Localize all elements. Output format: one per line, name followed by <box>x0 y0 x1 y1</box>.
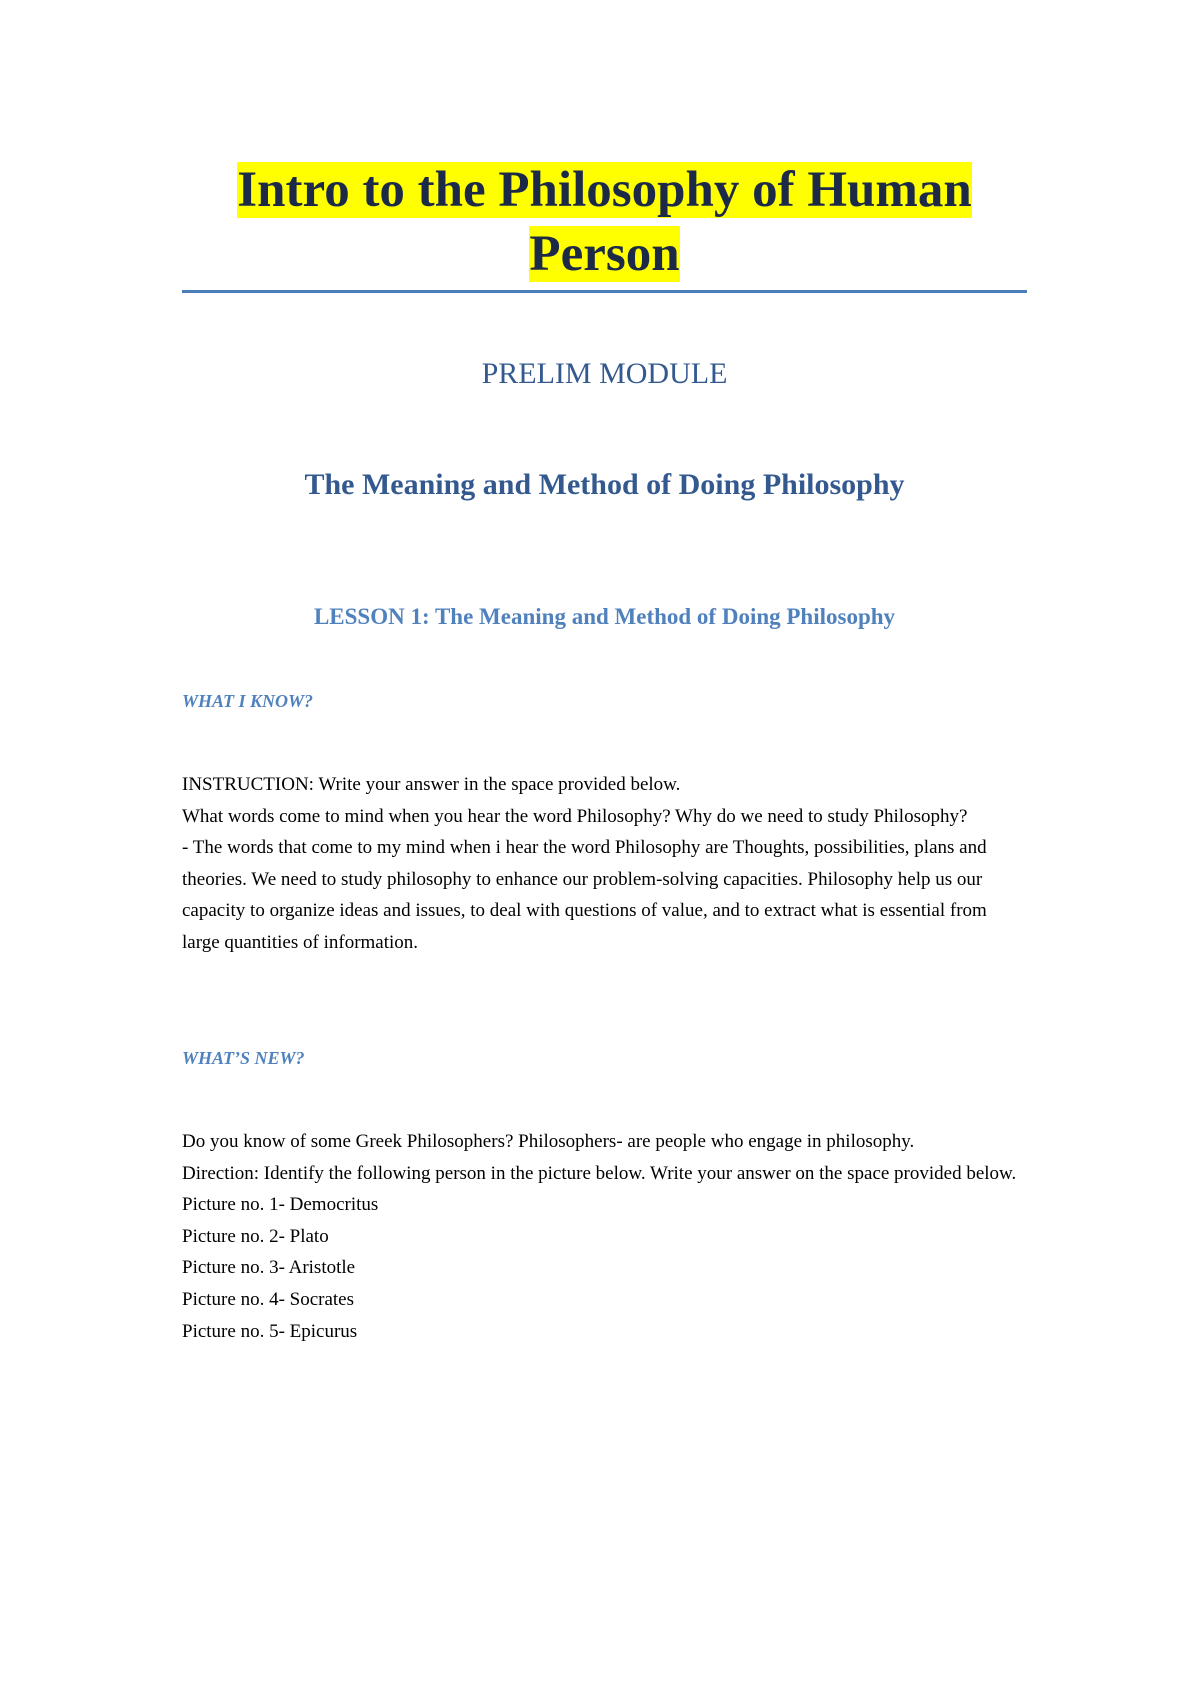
picture-item-4: Picture no. 4- Socrates <box>182 1288 355 1310</box>
what-i-know-section <box>182 769 1027 959</box>
picture-item-3: Picture no. 3- Aristotle <box>182 1257 356 1279</box>
answer-text: - The words that come to my mind when i hear the word Philosophy are Thoughts, possibilities, plans and theories. We need to study philosophy to enhance our problem-solving capacities. Philosophy help us our capacity to organize ideas and issues, to deal with questions of value, and to extract what is essential from large quantities of information. <box>182 837 987 953</box>
whats-new-section <box>182 1126 1027 1347</box>
what-i-know-heading: WHAT I KNOW? <box>182 691 314 711</box>
picture-item-2: Picture no. 2- Plato <box>182 1225 329 1247</box>
title-divider <box>182 290 1027 293</box>
whats-new-heading: WHAT’S NEW? <box>182 1048 305 1068</box>
lesson-heading: LESSON 1: The Meaning and Method of Doing Philosophy <box>313 604 896 629</box>
picture-item-1: Picture no. 1- Democritus <box>182 1194 379 1216</box>
document-title-text: Intro to the Philosophy of Human Person <box>237 162 972 282</box>
document-title <box>182 158 1027 286</box>
module-subtitle: The Meaning and Method of Doing Philosophy <box>304 468 905 501</box>
instruction-text: INSTRUCTION: Write your answer in the space provided below. <box>182 774 681 795</box>
question-text: What words come to mind when you hear the word Philosophy? Why do we need to study Philosophy? <box>182 805 968 827</box>
intro-text: Do you know of some Greek Philosophers? Philosophers- are people who engage in philosophy. <box>182 1131 915 1152</box>
direction-text: Direction: Identify the following person in the picture below. Write your answer on the space provided below. <box>182 1162 1017 1184</box>
module-heading: PRELIM MODULE <box>481 357 728 390</box>
picture-item-5: Picture no. 5- Epicurus <box>182 1320 358 1342</box>
